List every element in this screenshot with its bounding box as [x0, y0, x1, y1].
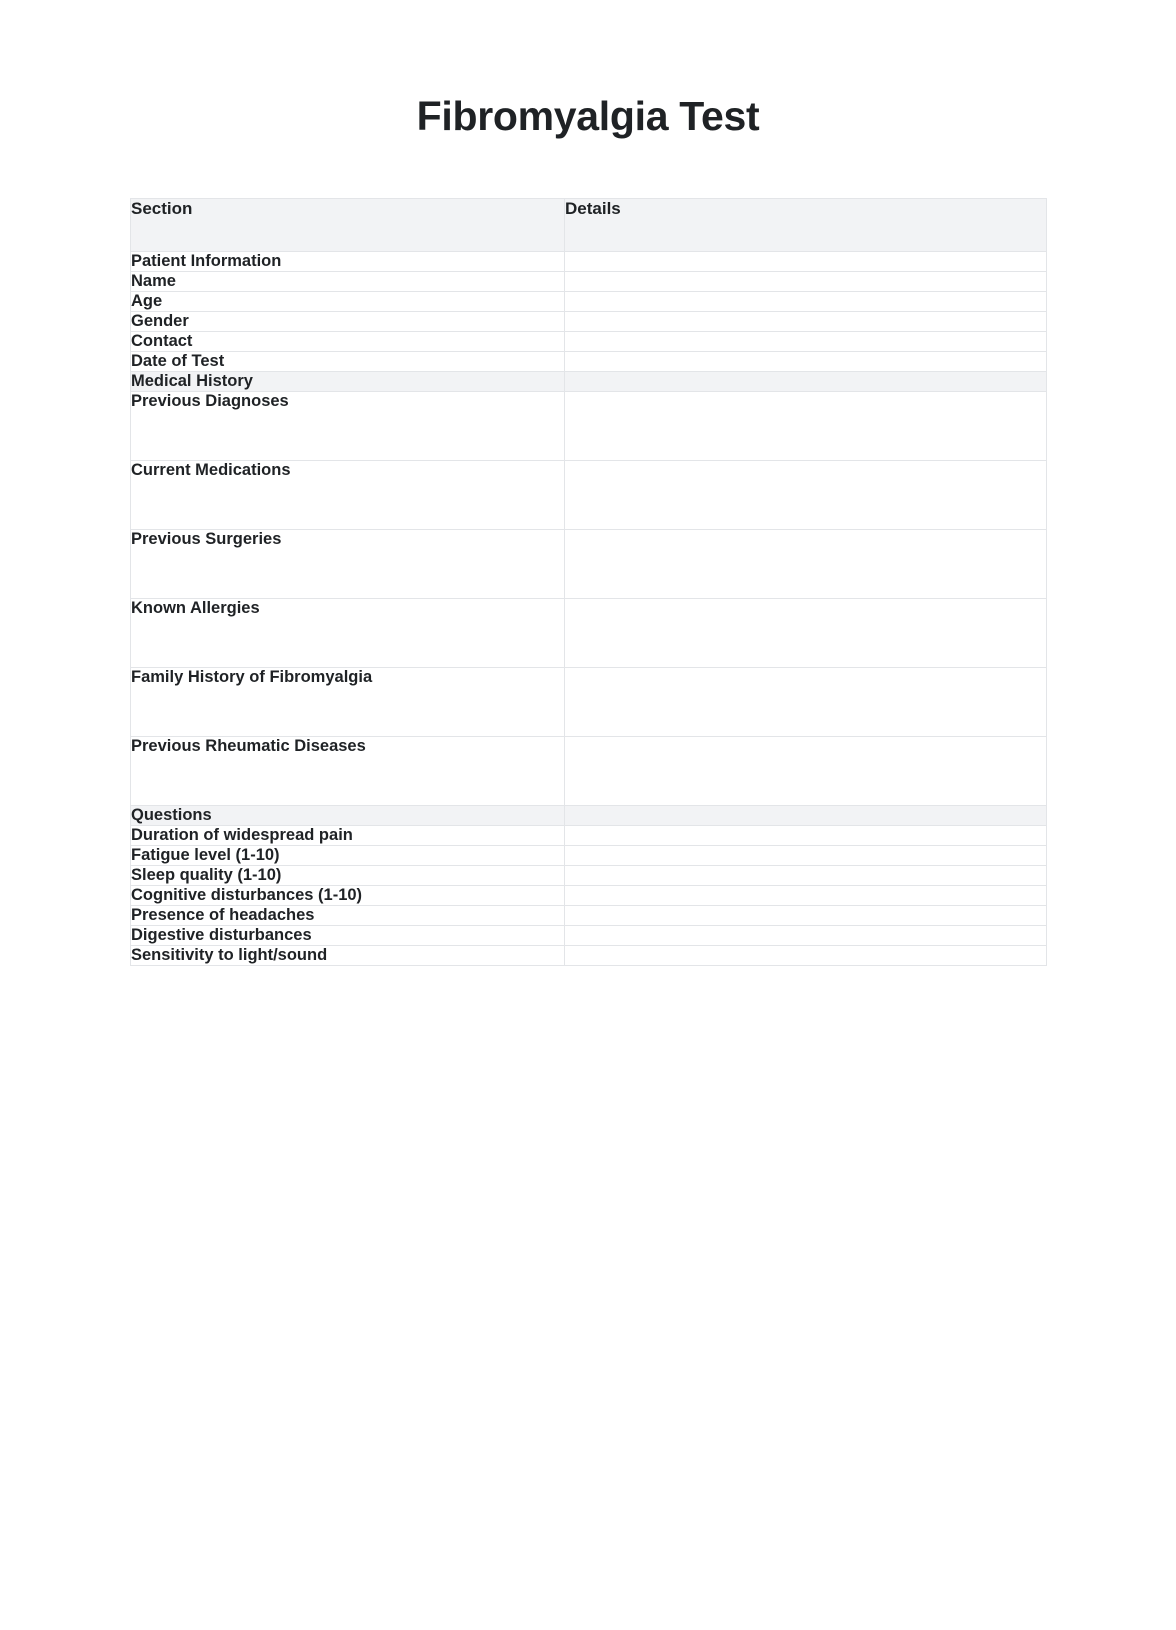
- section-label: Date of Test: [131, 352, 565, 372]
- details-input-cell[interactable]: [565, 332, 1047, 352]
- table-row: [131, 668, 1047, 737]
- table-row: [131, 737, 1047, 806]
- table-head: [131, 199, 1047, 252]
- table-row: [131, 846, 1047, 866]
- details-input-cell[interactable]: [565, 846, 1047, 866]
- details-input-cell[interactable]: [565, 737, 1047, 806]
- table-row: [131, 292, 1047, 312]
- table-row: [131, 886, 1047, 906]
- details-input-cell[interactable]: [565, 272, 1047, 292]
- table-row: [131, 906, 1047, 926]
- details-input-cell[interactable]: [565, 886, 1047, 906]
- table-row: [131, 272, 1047, 292]
- column-header-section: Section: [131, 199, 565, 252]
- section-label: Contact: [131, 332, 565, 352]
- details-input-cell[interactable]: [565, 599, 1047, 668]
- section-label: Family History of Fibromyalgia: [131, 668, 565, 737]
- form-table-container: [130, 141, 1046, 966]
- table-group-row: [131, 372, 1047, 392]
- section-group-label: Questions: [131, 806, 565, 826]
- section-label: Previous Surgeries: [131, 530, 565, 599]
- section-label: Fatigue level (1-10): [131, 846, 565, 866]
- table-body: [131, 252, 1047, 966]
- table-row: [131, 826, 1047, 846]
- details-input-cell[interactable]: [565, 252, 1047, 272]
- details-input-cell: [565, 806, 1047, 826]
- details-input-cell[interactable]: [565, 826, 1047, 846]
- section-label: Name: [131, 272, 565, 292]
- table-row: [131, 461, 1047, 530]
- section-label: Patient Information: [131, 252, 565, 272]
- section-label: Previous Diagnoses: [131, 392, 565, 461]
- table-row: [131, 946, 1047, 966]
- page-title: Fibromyalgia Test: [416, 93, 760, 139]
- details-input-cell[interactable]: [565, 926, 1047, 946]
- details-input-cell[interactable]: [565, 906, 1047, 926]
- table-row: [131, 352, 1047, 372]
- fibromyalgia-form-table: [130, 198, 1047, 966]
- details-input-cell[interactable]: [565, 530, 1047, 599]
- details-input-cell[interactable]: [565, 946, 1047, 966]
- section-label: Digestive disturbances: [131, 926, 565, 946]
- section-label: Sensitivity to light/sound: [131, 946, 565, 966]
- table-row: [131, 252, 1047, 272]
- details-input-cell[interactable]: [565, 461, 1047, 530]
- details-input-cell[interactable]: [565, 866, 1047, 886]
- details-input-cell[interactable]: [565, 668, 1047, 737]
- details-input-cell[interactable]: [565, 312, 1047, 332]
- table-row: [131, 599, 1047, 668]
- section-label: Cognitive disturbances (1-10): [131, 886, 565, 906]
- section-group-label: Medical History: [131, 372, 565, 392]
- table-row: [131, 926, 1047, 946]
- section-label: Presence of headaches: [131, 906, 565, 926]
- section-label: Current Medications: [131, 461, 565, 530]
- table-row: [131, 530, 1047, 599]
- table-group-row: [131, 806, 1047, 826]
- details-input-cell[interactable]: [565, 292, 1047, 312]
- details-input-cell[interactable]: [565, 392, 1047, 461]
- details-input-cell: [565, 372, 1047, 392]
- table-row: [131, 332, 1047, 352]
- section-label: Duration of widespread pain: [131, 826, 565, 846]
- table-row: [131, 312, 1047, 332]
- section-label: Gender: [131, 312, 565, 332]
- details-input-cell[interactable]: [565, 352, 1047, 372]
- section-label: Known Allergies: [131, 599, 565, 668]
- section-label: Age: [131, 292, 565, 312]
- column-header-details: Details: [565, 199, 1047, 252]
- table-row: [131, 392, 1047, 461]
- section-label: Previous Rheumatic Diseases: [131, 737, 565, 806]
- section-label: Sleep quality (1-10): [131, 866, 565, 886]
- table-header-row: [131, 199, 1047, 252]
- table-row: [131, 866, 1047, 886]
